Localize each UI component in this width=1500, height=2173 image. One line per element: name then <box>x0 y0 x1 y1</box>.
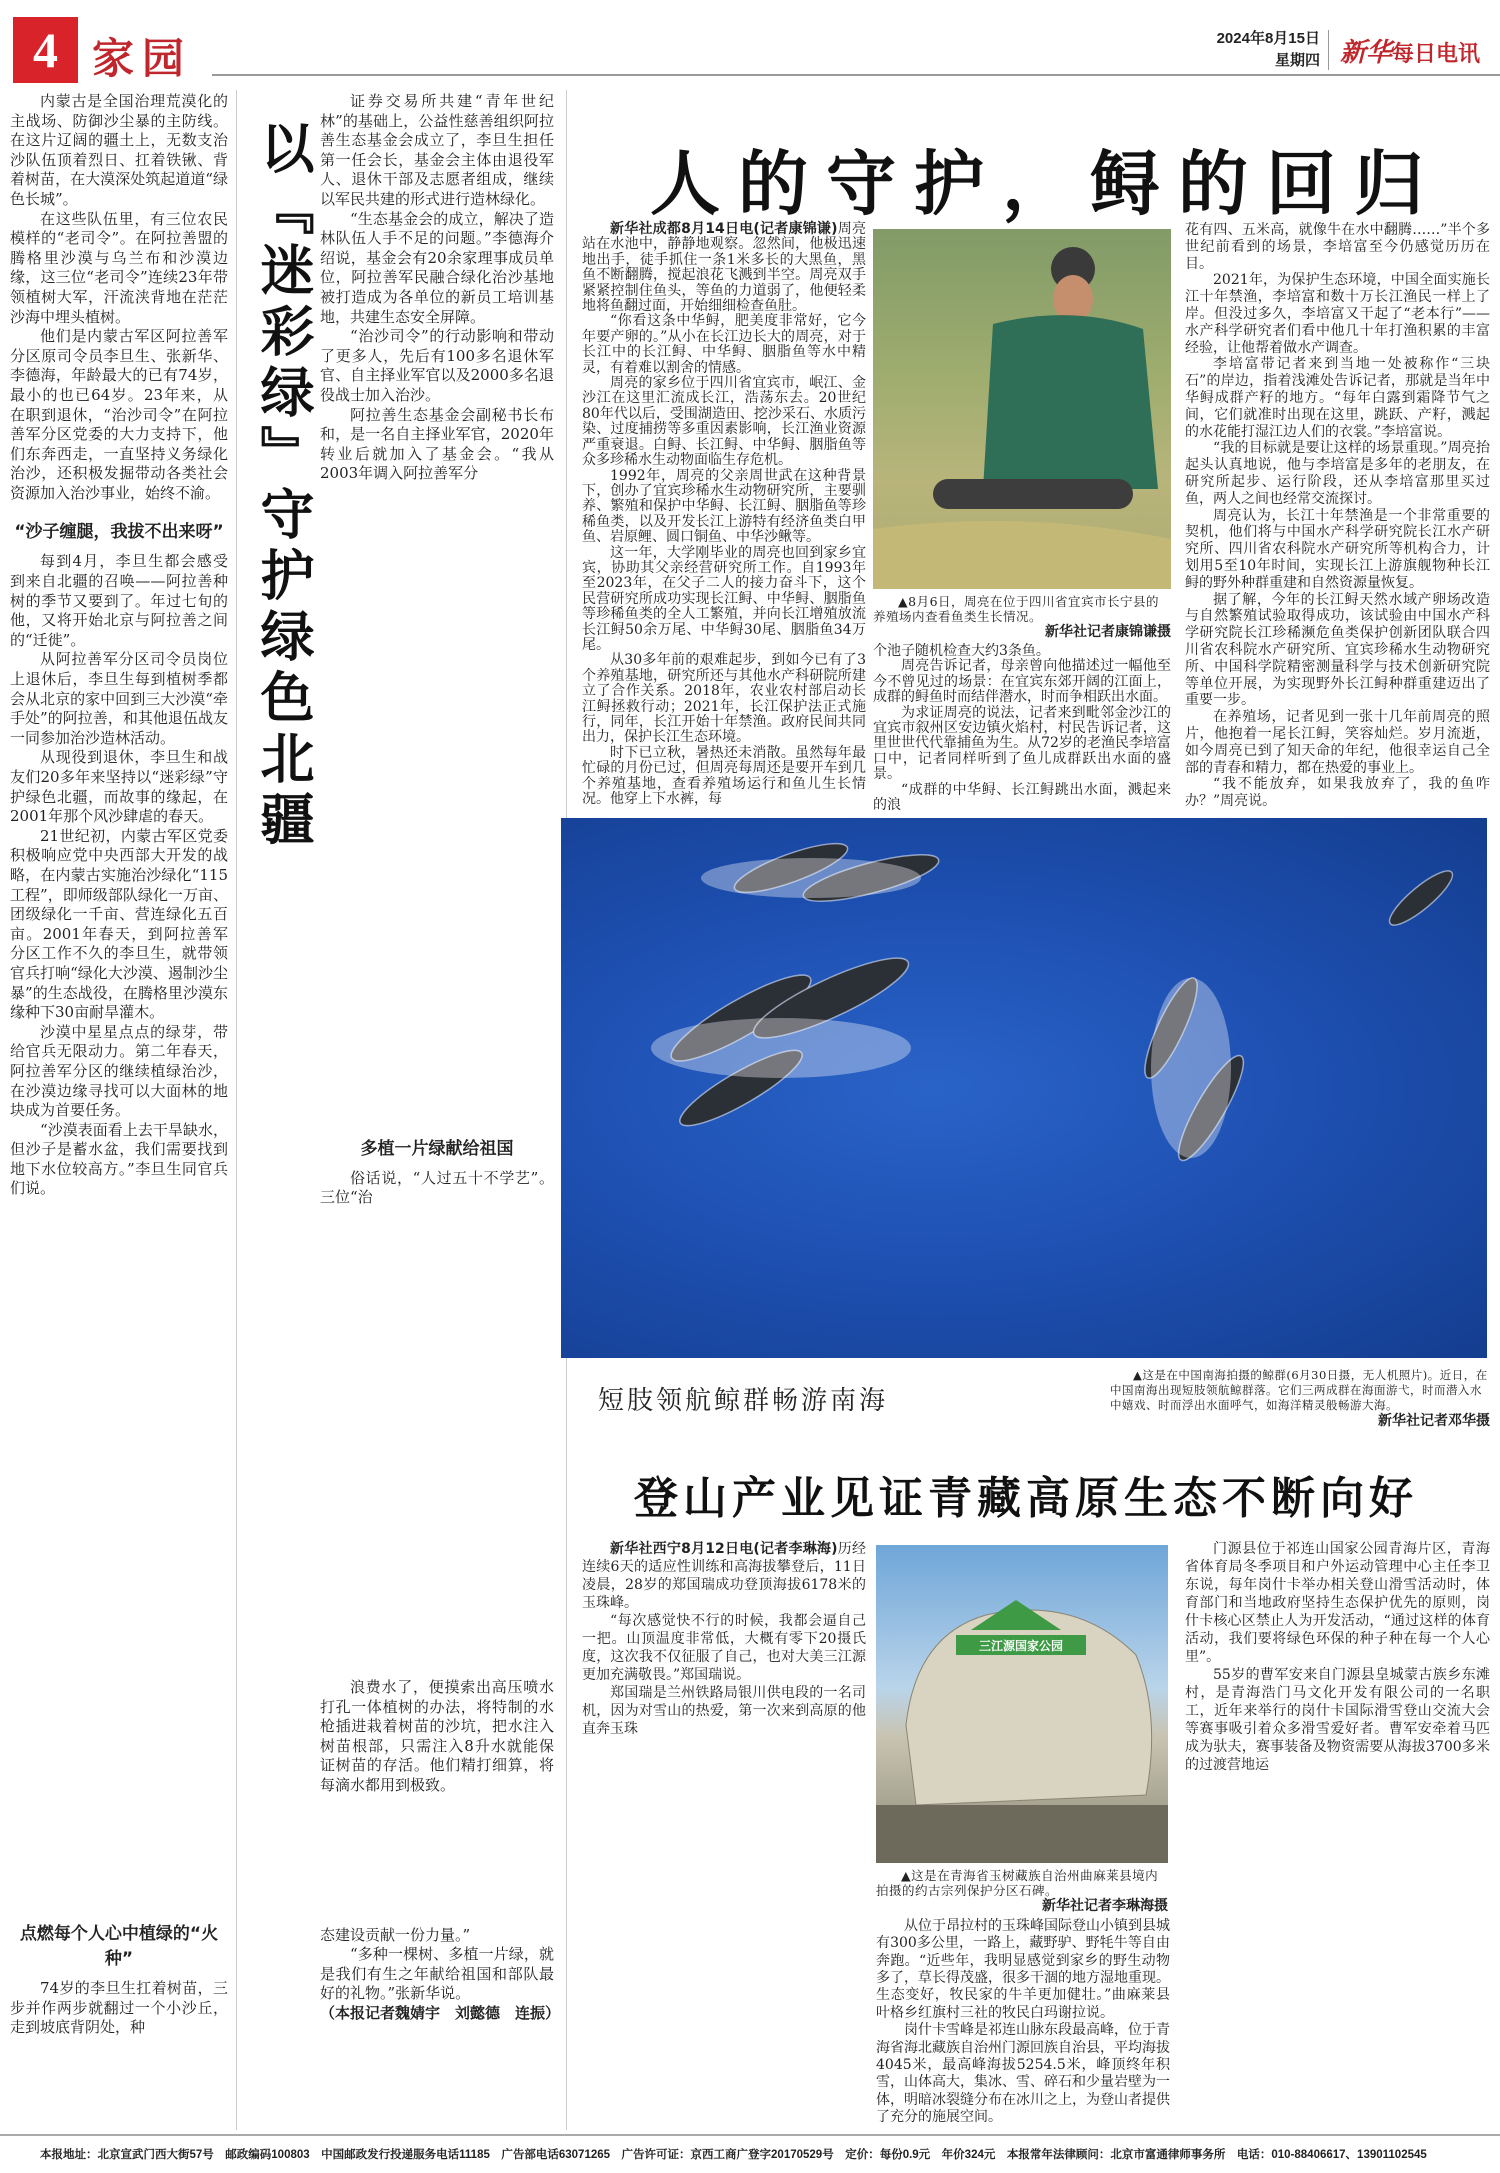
dateline: 新华社西宁8月12日电(记者李琳海) <box>610 1541 838 1557</box>
whale-pod-illustration <box>561 818 1487 1358</box>
paragraph <box>1185 592 1490 710</box>
left-story-column-2 <box>320 92 561 2024</box>
paragraph-text: 周亮认为，长江十年禁渔是一个非常重要的契机，他们将与中国水产科学研究院长江水产研究所、四川省农科院水产研究所等机构合力，计划用5至10年时间，实现长江上游旗舰物种长江鲟的野外种群重建和自然资源量恢复。 <box>1185 507 1490 591</box>
monument-photo <box>876 1545 1168 1863</box>
paragraph-text: 55岁的曹军安来自门源县皇城蒙古族乡东滩村，是青海浩门马文化开发有限公司的一名职工，近年来举行的岗什卡国际滑雪登山交流大会等赛事吸引着众多滑雪爱好者。曹军安牵着马匹成为驮夫，赛事装备及物资需要从海拔3700多米的过渡营地运 <box>1185 1667 1490 1773</box>
paragraph-text: 从30多年前的艰难起步，到如今已有了3个养殖基地，研究所还与其他水产科研院所建立了合作关系。2018年，农业农村部启动长江鲟拯救行动；2021年，长江保护法正式施行，同年，长江开始十年禁渔。政府民间共同出力，保护长江生态环境。 <box>582 652 866 746</box>
whale-photo-title: 短肢领航鲸群畅游南海 <box>598 1386 889 1416</box>
paragraph <box>1185 508 1490 592</box>
paragraph-text: 2021年，为保护生态环境，中国全面实施长江十年禁渔，李培富和数十万长江渔民一样上了岸。但没过多久，李培富又干起了“老本行”——水产科学研究者们看中他几十年打渔积累的丰富经验，让他帮着做水产调查。 <box>1185 272 1490 356</box>
paragraph-text: 郑国瑞是兰州铁路局银川供电段的一名司机，因为对雪山的热爱，第一次来到高原的他直奔玉珠 <box>582 1685 866 1737</box>
paragraph: 沙漠中星星点点的绿芽，带给官兵无限动力。第二年春天，阿拉善军分区的继续植绿治沙，在沙漠边缘寻找可以大面林的地块成为首要任务。 <box>10 1022 228 1120</box>
paragraph-text: 时下已立秋，暑热还未消散。虽然每年最忙碌的月份已过，但周亮每周还是要开车到几个养殖基地，查看养殖场运行和鱼儿生长情况。他穿上下水裤，每 <box>582 744 866 808</box>
paragraph-text: 个池子随机检查大约3条鱼。 <box>873 643 1050 659</box>
paragraph <box>582 1612 866 1684</box>
paragraph: 每到4月，李旦生都会感受到来自北疆的召唤——阿拉善种树的季节又要到了。年过七旬的他，又将开始北京与阿拉善之间的“迁徙”。 <box>10 552 228 649</box>
paragraph <box>582 314 866 376</box>
footer-info: 本报地址：北京宣武门西大街57号 邮政编码100803 中国邮政发行投递服务电话11185 广告部电话63071265 广告许可证：京西工商广登字20170529号 定价：每份0.9元 年价324元 本报常年法律顾问：北京市富通律师事务所 电话：010-88406617、13901102545 <box>40 2149 1427 2161</box>
weekday-text: 星期四 <box>1274 52 1320 69</box>
paragraph <box>582 1684 866 1738</box>
paragraph-text: 周亮的家乡位于四川省宜宾市，岷江、金沙江在这里汇流成长江，浩荡东去。20世纪80年代以后，受围湖造田、挖沙采石、水质污染、过度捕捞等多重因素影响，长江渔业资源严重衰退。白鲟、长江鲟、中华鲟、胭脂鱼等众多珍稀水生动物面临生存危机。 <box>582 375 866 469</box>
paragraph <box>1185 776 1490 810</box>
paragraph: “多种一棵树、多植一片绿，就是我们有生之年献给祖国和部队最好的礼物。”张新华说。 <box>320 1945 554 2003</box>
paragraph: 21世纪初，内蒙古军区党委积极响应党中央西部大开发的战略，在内蒙古实施治沙绿化“115工程”，即师级部队绿化一万亩、团级绿化一千亩、营连绿化五百亩。2001年春天，到阿拉善军分区工作不久的李旦生，就带领官兵打响“绿化大沙漠、遏制沙尘暴”的生态战役，在腾格里沙漠东缘种下30亩耐旱灌木。 <box>10 826 228 1022</box>
photo-credit: 新华社记者邓华摄 <box>1378 1413 1490 1429</box>
footer-rule <box>0 2134 1500 2136</box>
fisherman-photo <box>873 229 1171 589</box>
paragraph <box>1185 356 1490 440</box>
subheading: “沙子缠腿，我拔不出来呀” <box>14 522 224 543</box>
sturgeon-headline: 人的守护，鲟的回归 <box>650 142 1442 225</box>
paragraph: 74岁的李旦生扛着树苗，三步并作两步就翻过一个小沙丘，走到坡底背阴处，种 <box>10 1979 228 2037</box>
stone-monument-illustration <box>876 1545 1168 1863</box>
paragraph <box>1185 1540 1490 1666</box>
paragraph <box>582 653 866 745</box>
photo-caption: ▲这是在青海省玉树藏族自治州曲麻莱县境内拍摄的约古宗列保护分区石碑。 <box>876 1868 1159 1898</box>
paragraph-text: “我不能放弃，如果我放弃了，我的鱼咋办？”周亮说。 <box>1185 776 1490 810</box>
paragraph-text: 从位于昂拉村的玉珠峰国际登山小镇到县城有300多公里，一路上，藏野驴、野牦牛等自由奔跑。“近些年，我明显感觉到家乡的野生动物多了，草长得茂盛，很多干涸的地方湿地重现。生态变好，牧民家的牛羊更加健壮。”曲麻莱县叶格乡红旗村三社的牧民白玛谢拉说。 <box>876 1918 1170 2021</box>
byline: （本报记者魏婧宇 刘懿德 连振） <box>320 2004 561 2022</box>
paragraph: “生态基金会的成立，解决了造林队伍人手不足的问题。”李德海介绍说，基金会有20余家理事成员单位，阿拉善军民融合绿化治沙基地被打造成为各单位的新员工培训基地，共建生态安全屏障。 <box>320 209 554 326</box>
paragraph-text: 据了解，今年的长江鲟天然水域产卵场改造与自然繁殖试验取得成功，该试验由中国水产科学研究院长江珍稀濒危鱼类保护创新团队联合四川省农科院水产研究所、宜宾珍稀水生动物研究所、中国科学院精密测量科学与技术创新研究院等单位开展，为实现野外长江鲟种群重建迈出了重要一步。 <box>1185 591 1490 709</box>
paragraph-text: 李培富带记者来到当地一处被称作“三块石”的岸边，指着浅滩处告诉记者，那就是当年中华鲟成群产籽的地方。“每年白露到霜降节气之间，它们就准时出现在这里，跳跃、产籽，溅起的水花能打湿江边人们的衣裳。”李培富说。 <box>1185 356 1490 440</box>
paragraph-text: 历经连续6天的适应性训练和高海拔攀登后，11日凌晨，28岁的郑国瑞成功登顶海拔6178米的玉珠峰。 <box>582 1541 867 1611</box>
paragraph-text: 花有四、五米高，就像牛在水中翻腾……”半个多世纪前看到的场景，李培富至今仍感觉历历在目。 <box>1185 222 1490 272</box>
logo-divider <box>1328 30 1329 70</box>
paragraph: 内蒙古是全国治理荒漠化的主战场、防御沙尘暴的主防线。在这片辽阔的疆土上，无数支治沙队伍顶着烈日、扛着铁锹、背着树苗，在大漠深处筑起道道“绿色长城”。 <box>10 92 228 208</box>
paragraph-text: 周亮站在水池中，静静地观察。忽然间，他极迅速地出手，徒手抓住一条1米多长的大黑鱼，黑鱼不断翻腾，搅起浪花飞溅到半空。周亮双手紧紧控制住鱼头，等鱼的力道弱了，他便轻柔地将鱼翻过面，开始细细检查鱼肚。 <box>582 221 867 315</box>
paragraph <box>582 546 866 654</box>
fisherman-photo-caption-block <box>873 594 1171 640</box>
paragraph-text: “你看这条中华鲟，肥美度非常好，它今年要产卵的。”从小在长江边长大的周亮，对于长江中的长江鲟、中华鲟、胭脂鱼等水中精灵，有着难以割舍的情感。 <box>582 313 866 376</box>
paragraph: 阿拉善生态基金会副秘书长布和，是一名自主择业军官，2020年转业后就加入了基金会。“我从2003年调入阿拉善军分 <box>320 405 554 483</box>
paragraph: 证券交易所共建“青年世纪林”的基础上，公益性慈善组织阿拉善生态基金会成立了，李旦生担任第一任会长，基金会主体由退役军人、退休干部及志愿者组成，继续以军民共建的形式进行造林绿化。 <box>320 92 554 208</box>
left-story-headline: 以『迷彩绿』守护绿色北疆 <box>252 120 316 852</box>
header-rule <box>212 74 1500 76</box>
subheading: 多植一片绿献给祖国 <box>360 1138 514 1159</box>
fisherman-illustration <box>873 229 1171 589</box>
paragraph <box>582 746 866 808</box>
paragraph: “治沙司令”的行动影响和带动了更多人，先后有100多名退休军官、自主择业军官以及2000多名退役战士加入治沙。 <box>320 327 554 404</box>
mountain-column-3 <box>1185 1540 1490 1774</box>
paragraph-text: 1992年，周亮的父亲周世武在这种背景下，创办了宜宾珍稀水生动物研究所，主要驯养、繁殖和保护中华鲟、长江鲟、胭脂鱼等珍稀鱼类，以及开发长江上游特有经济鱼类白甲鱼、岩原鲤、圆口铜鱼、中华沙鳅等。 <box>582 467 866 546</box>
section-title: 家园 <box>92 34 193 83</box>
date-text: 2024年8月15日 <box>1216 30 1320 47</box>
mountain-headline: 登山产业见证青藏高原生态不断向好 <box>634 1473 1418 1524</box>
paragraph <box>876 2022 1170 2126</box>
paragraph: 从阿拉善军分区司令员岗位上退休后，李旦生每到植树季都会从北京的家中回到三大沙漠“牵手处”的阿拉善，和其他退伍战友一同参加治沙造林活动。 <box>10 650 228 747</box>
paragraph <box>1185 709 1490 776</box>
paragraph: 俗话说，“人过五十不学艺”。三位“治 <box>320 1168 554 1207</box>
logo-text: 每日电讯 <box>1392 42 1481 67</box>
sturgeon-column-3 <box>1185 222 1490 810</box>
paragraph: 从现役到退休，李旦生和战友们20多年来坚持以“迷彩绿”守护绿色北疆，而故事的缘起，在2001年那个风沙肆虐的春天。 <box>10 748 228 826</box>
photo-credit: 新华社记者李琳海摄 <box>1042 1898 1168 1914</box>
whale <box>1383 864 1458 932</box>
whale-caption-block <box>1110 1368 1490 1429</box>
paragraph <box>873 783 1171 814</box>
issue-date <box>1190 28 1320 72</box>
subheading: 点燃每个人心中植绿的“火种” <box>19 1924 219 1970</box>
paragraph <box>582 376 866 468</box>
paragraph <box>876 1918 1170 2022</box>
newspaper-logo <box>1340 32 1480 69</box>
whale-photo <box>561 818 1487 1358</box>
paragraph-text: 周亮告诉记者，母亲曾向他描述过一幅他至今不曾见过的场景：在宜宾东郊开阔的江面上，成群的鲟鱼时而结伴潜水，时而争相跃出水面。 <box>873 658 1171 706</box>
paragraph: 他们是内蒙古军区阿拉善军分区原司令员李旦生、张新华、李德海，年龄最大的已有74岁，最小的也已64岁。23年来，从在职到退休，“治沙司令”在阿拉善军分区党委的大力支持下，他们东奔西走，一直坚持义务绿化治沙，还积极发掘带动各类社会资源加入治沙事业，始终不渝。 <box>10 327 228 502</box>
paragraph <box>1185 1666 1490 1774</box>
monument-sign: 三江源国家公园 <box>978 1639 1063 1653</box>
photo-caption: ▲这是在中国南海拍摄的鲸群(6月30日摄，无人机照片)。近日，在中国南海出现短肢领航鲸群落。它们三两成群在海面游弋，时而潜入水中嬉戏、时而浮出水面呼气，如海洋精灵般畅游大海。 <box>1110 1368 1488 1412</box>
paragraph-text: 在养殖场，记者见到一张十几年前周亮的照片，他抱着一尾长江鲟，笑容灿烂。岁月流逝，如今周亮已到了知天命的年纪，他很幸运自己全部的青春和精力，都在热爱的事业上。 <box>1185 709 1490 776</box>
paragraph-text: 门源县位于祁连山国家公园青海片区，青海省体育局冬季项目和户外运动管理中心主任李卫东说，每年岗什卡举办相关登山滑雪活动时，体育部门和当地政府坚持生态保护优先的原则，岗什卡核心区禁止人为开发活动，“通过这样的体育活动，我们要将绿色环保的种子种在每一个人心里”。 <box>1185 1541 1490 1665</box>
mountain-column-1 <box>582 1540 866 1738</box>
photo-credit: 新华社记者康锦谦摄 <box>1045 624 1171 640</box>
sturgeon-column-2 <box>873 644 1171 813</box>
monument-caption-block <box>876 1868 1168 1914</box>
mountain-column-2 <box>876 1918 1170 2126</box>
paragraph <box>873 659 1171 705</box>
paragraph-text: 岗什卡雪峰是祁连山脉东段最高峰，位于青海省海北藏族自治州门源回族自治县，平均海拔4045米，最高峰海拔5254.5米，峰顶终年积雪，山体高大，集冰、雪、碎石和少量岩壁为一体，明暗冰裂缝分布在冰川之上，为登山者提供了充分的施展空间。 <box>876 2022 1170 2125</box>
paragraph: “沙漠表面看上去干旱缺水，但沙子是蓄水盆，我们需要找到地下水位较高方。”李旦生同官兵们说。 <box>10 1120 228 1198</box>
paragraph <box>873 706 1171 783</box>
paragraph-text: 为求证周亮的说法，记者来到毗邻金沙江的宜宾市叙州区安边镇火焰村，村民告诉记者，这里世世代代靠捕鱼为生。从72岁的老渔民李培富口中，记者同样听到了鱼儿成群跃出水面的盛景。 <box>873 704 1171 783</box>
paragraph <box>582 469 866 546</box>
paragraph: 浪费水了，便摸索出高压喷水打孔一体植树的办法，将特制的水枪插进栽着树苗的沙坑，把水注入树苗根部，只需注入8升水就能保证树苗的存活。他们精打细算，将每滴水都用到极致。 <box>320 1678 554 1795</box>
paragraph <box>1185 440 1490 507</box>
paragraph <box>1185 222 1490 272</box>
paragraph: 态建设贡献一份力量。” <box>320 1925 471 1944</box>
paragraph <box>582 222 866 314</box>
paragraph <box>1185 272 1490 356</box>
logo-script: 新华 <box>1340 38 1393 68</box>
sturgeon-column-1 <box>582 222 866 807</box>
photo-caption: ▲8月6日，周亮在位于四川省宜宾市长宁县的养殖场内查看鱼类生长情况。 <box>873 594 1160 624</box>
paragraph <box>582 1540 866 1612</box>
column-divider <box>236 90 237 2130</box>
paragraph: 在这些队伍里，有三位农民模样的“老司令”。在阿拉善盟的腾格里沙漠与乌兰布和沙漠边缘，这三位“老司令”连续23年带领植树大军，汗流浃背地在茫茫沙海中埋头植树。 <box>10 209 228 326</box>
paragraph-text: 这一年，大学刚毕业的周亮也回到家乡宜宾，协助其父亲经营研究所工作。自1993年至2023年，在父子二人的接力奋斗下，这个民营研究所成功实现长江鲟、中华鲟、胭脂鱼等珍稀鱼类的全人工繁殖，并向长江增殖放流长江鲟50余万尾、中华鲟30尾、胭脂鱼34万尾。 <box>582 544 866 653</box>
paragraph-text: “成群的中华鲟、长江鲟跳出水面，溅起来的浪 <box>873 781 1171 814</box>
page-number: 4 <box>13 17 78 83</box>
paragraph-text: “我的目标就是要让这样的场景重现。”周亮抬起头认真地说，他与李培富是多年的老朋友，在研究所起步、运行阶段，还从李培富那里买过鱼，两人之间也经常交流探讨。 <box>1185 440 1490 507</box>
dateline: 新华社成都8月14日电(记者康锦谦) <box>610 221 838 237</box>
left-story-column-1 <box>10 92 228 2038</box>
paragraph-text: “每次感觉快不行的时候，我都会逼自己一把。山顶温度非常低，大概有零下20摄氏度，这次我不仅征服了自己，也对大美三江源更加充满敬畏。”郑国瑞说。 <box>582 1613 866 1683</box>
